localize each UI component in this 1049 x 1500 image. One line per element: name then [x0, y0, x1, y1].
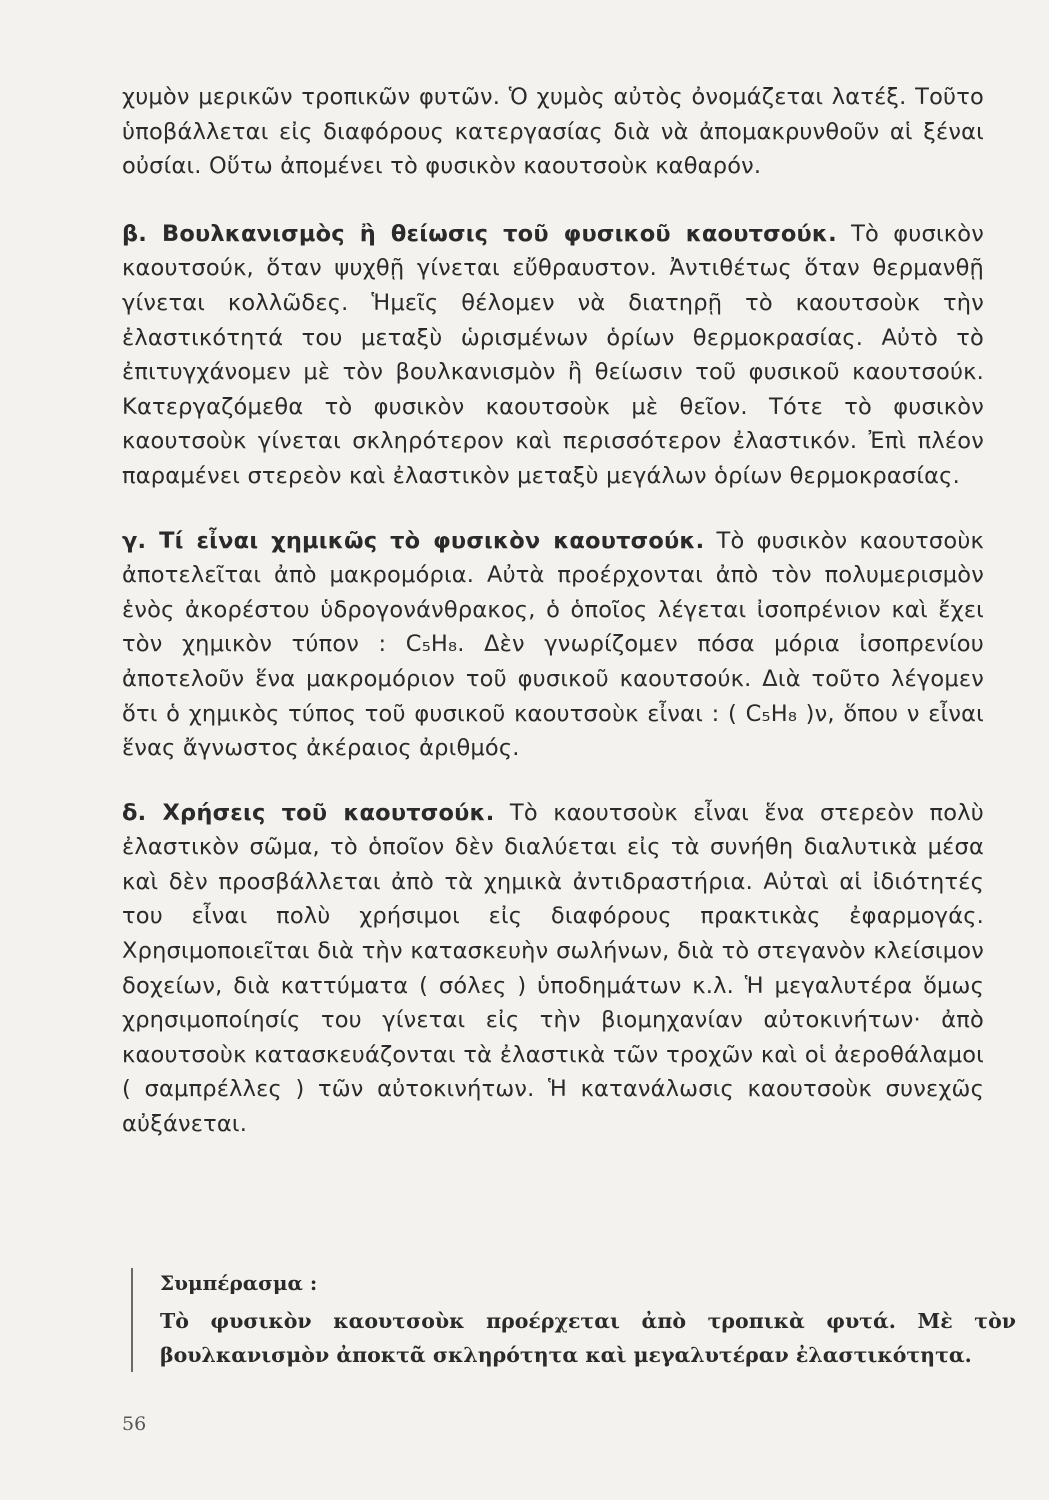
section-body-uses: Τὸ καουτσοὺκ εἶναι ἕνα στερεὸν πολὺ ἐλαστικὸν σῶμα, τὸ ὁποῖον δὲν διαλύεται εἰς τὰ συνήθη διαλυτικὰ μέσα καὶ δὲν προσβάλλεται ἀπὸ τὰ χημικὰ ἀντιδραστήρια. Αὐταὶ αἱ ἰδιότητές του εἶναι πολὺ χρήσιμοι εἰς διαφόρους πρακτικὰς ἐφαρμογάς. Χρησιμοποιεῖται διὰ τὴν κατασκευὴν σωλήνων, διὰ τὸ στεγανὸν κλείσιμον δοχείων, διὰ καττύματα ( σόλες ) ὑποδημάτων κ.λ. Ἡ μεγαλυτέρα ὅμως χρησιμοποίησίς του γίνεται εἰς τὴν βιομηχανίαν αὐτοκινήτων· ἀπὸ καουτσοὺκ κατασκευάζονται τὰ ἐλαστικὰ τῶν τροχῶν καὶ οἱ ἀεροθάλαμοι ( σαμπρέλλες ) τῶν αὐτοκινήτων. Ἡ κατανάλωσις καουτσοὺκ συνεχῶς αὐξάνεται.	[122, 799, 984, 1138]
section-heading-chemistry: γ. Τί εἶναι χημικῶς τὸ φυσικὸν καουτσούκ.	[122, 527, 705, 554]
page-body	[122, 80, 984, 1172]
section-heading-vulcanization: β. Βουλκανισμὸς ἢ θείωσις τοῦ φυσικοῦ καουτσούκ.	[122, 220, 837, 247]
section-body-chemistry: Τὸ φυσικὸν καουτσοὺκ ἀποτελεῖται ἀπὸ μακρομόρια. Αὐτὰ προέρχονται ἀπὸ τὸν πολυμερισμὸν ἑνὸς ἀκορέστου ὑδρογονάνθρακος, ὁ ὁποῖος λέγεται ἰσοπρένιον καὶ ἔχει τὸν χημικὸν τύπον : C₅H₈. Δὲν γνωρίζομεν πόσα μόρια ἰσοπρενίου ἀποτελοῦν ἕνα μακρομόριον τοῦ φυσικοῦ καουτσούκ. Διὰ τοῦτο λέγομεν ὅτι ὁ χημικὸς τύπος τοῦ φυσικοῦ καουτσοὺκ εἶναι : ( C₅H₈ )ν, ὅπου ν εἶναι ἕνας ἄγνωστος ἀκέραιος ἀριθμός.	[122, 527, 984, 762]
conclusion-text: Τὸ φυσικὸν καουτσοὺκ προέρχεται ἀπὸ τροπικὰ φυτά. Μὲ τὸν βουλκανισμὸν ἀποκτᾶ σκληρότητα καὶ μεγαλυτέραν ἐλαστικότητα.	[160, 1309, 1016, 1367]
intro-paragraph: χυμὸν μερικῶν τροπικῶν φυτῶν. Ὁ χυμὸς αὐτὸς ὀνομάζεται λατέξ. Τοῦτο ὑποβάλλεται εἰς διαφόρους κατεργασίας διὰ νὰ ἀπομακρυνθοῦν αἱ ξέναι οὐσίαι. Οὕτω ἀπομένει τὸ φυσικὸν καουτσοὺκ καθαρόν.	[122, 84, 984, 180]
conclusion-box	[131, 1268, 1016, 1372]
section-heading-uses: δ. Χρήσεις τοῦ καουτσούκ.	[122, 799, 495, 826]
section-uses	[122, 796, 984, 1142]
section-chemistry	[122, 524, 984, 766]
conclusion-title: Συμπέρασμα :	[160, 1271, 318, 1295]
section-body-vulcanization: Τὸ φυσικὸν καουτσούκ, ὅταν ψυχθῇ γίνεται εὔθραυστον. Ἀντιθέτως ὅταν θερμανθῇ γίνεται κολλῶδες. Ἡμεῖς θέλομεν νὰ διατηρῇ τὸ καουτσοὺκ τὴν ἐλαστικότητά του μεταξὺ ὡρισμένων ὁρίων θερμοκρασίας. Αὐτὸ τὸ ἐπιτυγχάνομεν μὲ τὸν βουλκανισμὸν ἢ θείωσιν τοῦ φυσικοῦ καουτσούκ. Κατεργαζόμεθα τὸ φυσικὸν καουτσοὺκ μὲ θεῖον. Τότε τὸ φυσικὸν καουτσοὺκ γίνεται σκληρότερον καὶ περισσότερον ἐλαστικόν. Ἐπὶ πλέον παραμένει στερεὸν καὶ ἐλαστικὸν μεταξὺ μεγάλων ὁρίων θερμοκρασίας.	[122, 220, 984, 489]
section-vulcanization	[122, 217, 984, 494]
page-number: 56	[122, 1413, 147, 1435]
